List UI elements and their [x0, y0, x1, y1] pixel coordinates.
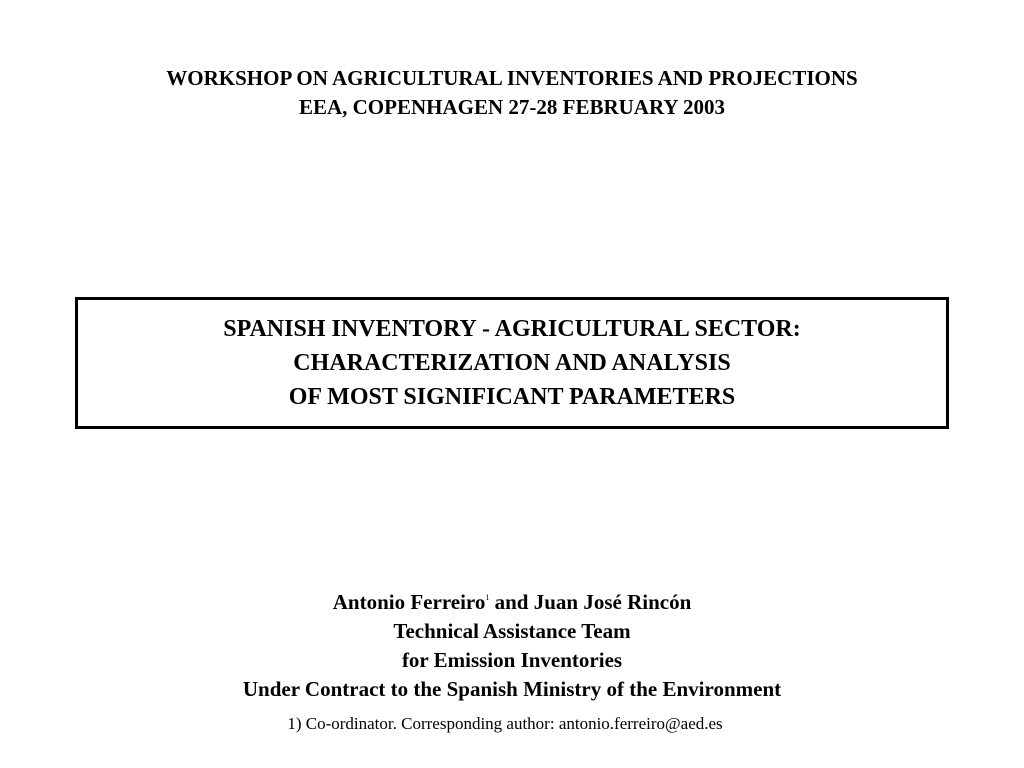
title-line-1: SPANISH INVENTORY - AGRICULTURAL SECTOR: [223, 316, 801, 342]
contract-line: Under Contract to the Spanish Ministry of the Environment [242, 677, 782, 701]
workshop-header [0, 64, 1024, 122]
workshop-name: WORKSHOP ON AGRICULTURAL INVENTORIES AND PROJECTIONS [166, 66, 858, 90]
authors-block [0, 588, 1024, 704]
title-line-3: OF MOST SIGNIFICANT PARAMETERS [288, 384, 736, 410]
author-1: Antonio Ferreiro [332, 590, 486, 614]
author-2: and Juan José Rincón [489, 590, 692, 614]
footnote-marker: 1 [485, 593, 490, 602]
footnote: 1) Co-ordinator. Corresponding author: antonio.ferreiro@aed.es [287, 714, 723, 733]
presentation-title-box [75, 297, 949, 429]
team-line-2: for Emission Inventories [401, 648, 623, 672]
workshop-venue-date: EEA, COPENHAGEN 27-28 FEBRUARY 2003 [298, 95, 726, 119]
title-line-2: CHARACTERIZATION AND ANALYSIS [293, 350, 731, 376]
team-line-1: Technical Assistance Team [393, 619, 631, 643]
author-names [0, 588, 1024, 617]
